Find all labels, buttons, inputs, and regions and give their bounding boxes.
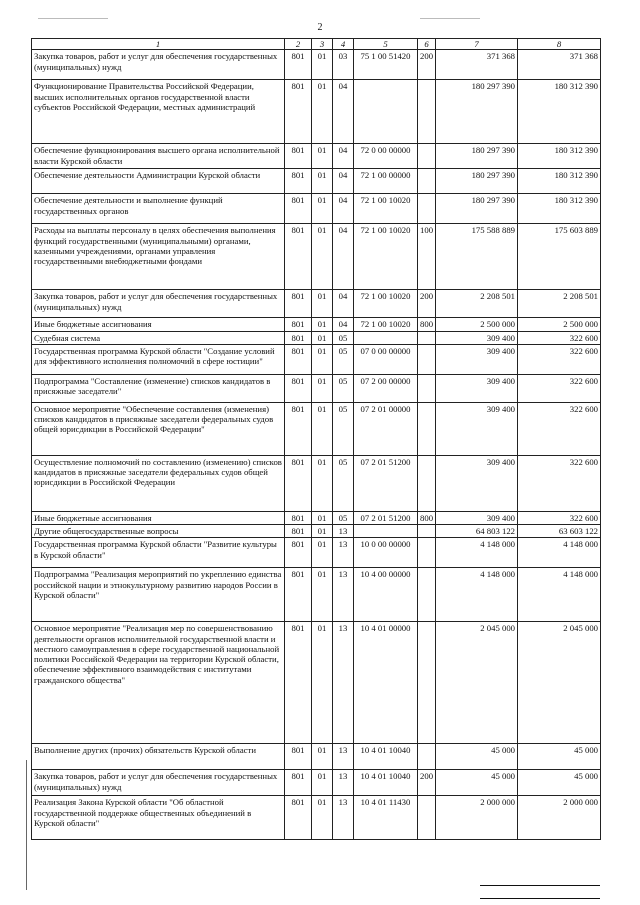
cell-amount-year1: 309 400 <box>436 331 518 344</box>
cell-name: Судебная система <box>32 331 285 344</box>
cell-amount-year1: 64 803 122 <box>436 525 518 538</box>
cell-section-code: 01 <box>312 402 333 455</box>
cell-expense-type: 200 <box>418 50 436 80</box>
cell-ministry-code: 801 <box>285 374 312 402</box>
cell-amount-year2: 2 208 501 <box>518 290 601 318</box>
cell-section-code: 01 <box>312 344 333 374</box>
cell-name: Основное мероприятие "Реализация мер по совершенствованию деятельности органов исполнительной государственной власти и местного самоуправления в сфере государственной национальной политики Российской Федерации на территории Курской области, обеспечение эффективного взаимодействия с институтами гражданского общества" <box>32 622 285 744</box>
cell-subsection-code: 04 <box>333 194 354 224</box>
cell-section-code: 01 <box>312 744 333 770</box>
cell-target-article <box>354 525 418 538</box>
cell-expense-type: 800 <box>418 318 436 331</box>
table-row <box>32 290 601 318</box>
cell-amount-year1: 2 000 000 <box>436 796 518 840</box>
cell-section-code: 01 <box>312 538 333 568</box>
cell-subsection-code: 05 <box>333 344 354 374</box>
table-row <box>32 374 601 402</box>
cell-amount-year1: 45 000 <box>436 770 518 796</box>
cell-ministry-code: 801 <box>285 568 312 622</box>
cell-amount-year2: 322 600 <box>518 455 601 511</box>
table-row <box>32 525 601 538</box>
cell-target-article: 72 1 00 00000 <box>354 169 418 194</box>
cell-target-article: 72 1 00 10020 <box>354 290 418 318</box>
cell-ministry-code: 801 <box>285 194 312 224</box>
cell-amount-year1: 180 297 390 <box>436 144 518 169</box>
cell-section-code: 01 <box>312 290 333 318</box>
cell-ministry-code: 801 <box>285 169 312 194</box>
cell-ministry-code: 801 <box>285 331 312 344</box>
footer-rule <box>480 885 600 886</box>
cell-ministry-code: 801 <box>285 290 312 318</box>
cell-name: Функционирование Правительства Российской Федерации, высших исполнительных органов государственной власти субъектов Российской Федерации, местных администраций <box>32 80 285 144</box>
cell-amount-year1: 175 588 889 <box>436 224 518 290</box>
page-number: 2 <box>317 22 323 33</box>
cell-expense-type <box>418 402 436 455</box>
cell-name: Осуществление полномочий по составлению (изменению) списков кандидатов в присяжные заседатели федеральных судов общей юрисдикции в Российской Федерации <box>32 455 285 511</box>
table-row <box>32 50 601 80</box>
cell-target-article: 07 2 00 00000 <box>354 374 418 402</box>
cell-target-article: 10 4 00 00000 <box>354 568 418 622</box>
cell-ministry-code: 801 <box>285 80 312 144</box>
cell-name: Выполнение других (прочих) обязательств Курской области <box>32 744 285 770</box>
cell-expense-type: 100 <box>418 224 436 290</box>
cell-target-article: 75 1 00 51420 <box>354 50 418 80</box>
table-row <box>32 455 601 511</box>
cell-amount-year1: 4 148 000 <box>436 568 518 622</box>
cell-expense-type <box>418 622 436 744</box>
cell-ministry-code: 801 <box>285 622 312 744</box>
cell-section-code: 01 <box>312 455 333 511</box>
cell-ministry-code: 801 <box>285 770 312 796</box>
cell-amount-year2: 322 600 <box>518 331 601 344</box>
cell-amount-year2: 180 312 390 <box>518 169 601 194</box>
cell-subsection-code: 13 <box>333 568 354 622</box>
cell-subsection-code: 05 <box>333 455 354 511</box>
cell-amount-year2: 371 368 <box>518 50 601 80</box>
cell-amount-year2: 322 600 <box>518 344 601 374</box>
cell-amount-year2: 180 312 390 <box>518 80 601 144</box>
cell-name: Другие общегосударственные вопросы <box>32 525 285 538</box>
cell-expense-type <box>418 455 436 511</box>
cell-name: Подпрограмма "Реализация мероприятий по укреплению единства российской нации и этнокультурному развитию народов России в Курской области" <box>32 568 285 622</box>
cell-expense-type <box>418 374 436 402</box>
table-row <box>32 144 601 169</box>
table-row <box>32 318 601 331</box>
table-row <box>32 770 601 796</box>
cell-ministry-code: 801 <box>285 144 312 169</box>
cell-subsection-code: 05 <box>333 511 354 524</box>
cell-expense-type <box>418 568 436 622</box>
cell-section-code: 01 <box>312 568 333 622</box>
table-row <box>32 194 601 224</box>
cell-name: Обеспечение деятельности и выполнение функций государственных органов <box>32 194 285 224</box>
cell-name: Основное мероприятие "Обеспечение составления (изменения) списков кандидатов в присяжные заседатели федеральных судов общей юрисдикции в Российской Федерации" <box>32 402 285 455</box>
table-row <box>32 744 601 770</box>
table-row <box>32 80 601 144</box>
column-number: 6 <box>418 39 436 50</box>
cell-section-code: 01 <box>312 331 333 344</box>
cell-name: Иные бюджетные ассигнования <box>32 318 285 331</box>
cell-amount-year2: 322 600 <box>518 374 601 402</box>
cell-ministry-code: 801 <box>285 402 312 455</box>
column-number: 8 <box>518 39 601 50</box>
cell-target-article <box>354 80 418 144</box>
cell-ministry-code: 801 <box>285 744 312 770</box>
table-row <box>32 224 601 290</box>
table-row <box>32 511 601 524</box>
cell-expense-type <box>418 525 436 538</box>
cell-name: Подпрограмма "Составление (изменение) списков кандидатов в присяжные заседатели" <box>32 374 285 402</box>
margin-rule <box>26 760 27 890</box>
cell-amount-year2: 180 312 390 <box>518 144 601 169</box>
column-number: 5 <box>354 39 418 50</box>
cell-ministry-code: 801 <box>285 224 312 290</box>
cell-amount-year1: 45 000 <box>436 744 518 770</box>
cell-name: Расходы на выплаты персоналу в целях обеспечения выполнения функций государственными (муниципальными) органами, казенными учреждениями, органами управления государственными внебюджетными фондами <box>32 224 285 290</box>
cell-name: Реализация Закона Курской области "Об областной государственной поддержке общественных объединений в Курской области" <box>32 796 285 840</box>
column-number: 7 <box>436 39 518 50</box>
table-row <box>32 622 601 744</box>
cell-ministry-code: 801 <box>285 538 312 568</box>
cell-target-article: 72 1 00 10020 <box>354 224 418 290</box>
cell-target-article: 07 2 01 51200 <box>354 455 418 511</box>
table-row <box>32 568 601 622</box>
cell-target-article: 10 0 00 00000 <box>354 538 418 568</box>
cell-name: Обеспечение функционирования высшего органа исполнительной власти Курской области <box>32 144 285 169</box>
cell-amount-year1: 309 400 <box>436 374 518 402</box>
cell-name: Закупка товаров, работ и услуг для обеспечения государственных (муниципальных) нужд <box>32 770 285 796</box>
cell-subsection-code: 04 <box>333 224 354 290</box>
cell-target-article: 10 4 01 10040 <box>354 770 418 796</box>
cell-expense-type: 800 <box>418 511 436 524</box>
cell-name: Государственная программа Курской области "Развитие культуры в Курской области" <box>32 538 285 568</box>
cell-subsection-code: 03 <box>333 50 354 80</box>
cell-subsection-code: 05 <box>333 402 354 455</box>
cell-name: Иные бюджетные ассигнования <box>32 511 285 524</box>
cell-section-code: 01 <box>312 224 333 290</box>
cell-section-code: 01 <box>312 50 333 80</box>
cell-target-article: 10 4 01 11430 <box>354 796 418 840</box>
table-row <box>32 344 601 374</box>
cell-amount-year1: 309 400 <box>436 344 518 374</box>
cell-target-article: 72 1 00 10020 <box>354 194 418 224</box>
cell-ministry-code: 801 <box>285 511 312 524</box>
cell-amount-year2: 175 603 889 <box>518 224 601 290</box>
scan-mark <box>420 18 480 19</box>
cell-expense-type <box>418 744 436 770</box>
cell-subsection-code: 04 <box>333 144 354 169</box>
table-row <box>32 538 601 568</box>
cell-expense-type <box>418 194 436 224</box>
cell-ministry-code: 801 <box>285 344 312 374</box>
cell-expense-type <box>418 331 436 344</box>
cell-expense-type <box>418 796 436 840</box>
cell-amount-year2: 45 000 <box>518 770 601 796</box>
cell-section-code: 01 <box>312 622 333 744</box>
cell-ministry-code: 801 <box>285 525 312 538</box>
cell-subsection-code: 13 <box>333 770 354 796</box>
cell-ministry-code: 801 <box>285 50 312 80</box>
cell-expense-type <box>418 538 436 568</box>
cell-expense-type <box>418 344 436 374</box>
column-number: 4 <box>333 39 354 50</box>
cell-subsection-code: 13 <box>333 538 354 568</box>
cell-target-article: 10 4 01 10040 <box>354 744 418 770</box>
cell-target-article <box>354 331 418 344</box>
cell-subsection-code: 13 <box>333 525 354 538</box>
cell-amount-year2: 63 603 122 <box>518 525 601 538</box>
cell-target-article: 10 4 01 00000 <box>354 622 418 744</box>
cell-target-article: 07 2 01 00000 <box>354 402 418 455</box>
cell-ministry-code: 801 <box>285 318 312 331</box>
table-row <box>32 331 601 344</box>
column-number-row <box>32 39 601 50</box>
cell-amount-year1: 309 400 <box>436 402 518 455</box>
cell-amount-year2: 180 312 390 <box>518 194 601 224</box>
cell-subsection-code: 05 <box>333 374 354 402</box>
cell-amount-year1: 371 368 <box>436 50 518 80</box>
cell-expense-type <box>418 80 436 144</box>
cell-section-code: 01 <box>312 169 333 194</box>
cell-amount-year1: 180 297 390 <box>436 194 518 224</box>
cell-ministry-code: 801 <box>285 796 312 840</box>
cell-target-article: 07 2 01 51200 <box>354 511 418 524</box>
cell-amount-year1: 309 400 <box>436 511 518 524</box>
cell-amount-year2: 2 045 000 <box>518 622 601 744</box>
cell-subsection-code: 13 <box>333 622 354 744</box>
cell-name: Закупка товаров, работ и услуг для обеспечения государственных (муниципальных) нужд <box>32 50 285 80</box>
cell-section-code: 01 <box>312 374 333 402</box>
cell-expense-type <box>418 144 436 169</box>
cell-amount-year2: 2 500 000 <box>518 318 601 331</box>
table-row <box>32 402 601 455</box>
column-number: 3 <box>312 39 333 50</box>
cell-subsection-code: 04 <box>333 169 354 194</box>
cell-section-code: 01 <box>312 194 333 224</box>
cell-amount-year2: 2 000 000 <box>518 796 601 840</box>
cell-section-code: 01 <box>312 144 333 169</box>
cell-amount-year1: 309 400 <box>436 455 518 511</box>
cell-subsection-code: 04 <box>333 290 354 318</box>
cell-target-article: 07 0 00 00000 <box>354 344 418 374</box>
cell-expense-type: 200 <box>418 770 436 796</box>
budget-table <box>31 38 601 840</box>
column-number: 1 <box>32 39 285 50</box>
cell-expense-type <box>418 169 436 194</box>
cell-amount-year1: 4 148 000 <box>436 538 518 568</box>
cell-amount-year1: 2 500 000 <box>436 318 518 331</box>
cell-subsection-code: 05 <box>333 331 354 344</box>
cell-amount-year2: 4 148 000 <box>518 568 601 622</box>
cell-expense-type: 200 <box>418 290 436 318</box>
cell-amount-year1: 2 045 000 <box>436 622 518 744</box>
table-row <box>32 169 601 194</box>
cell-name: Закупка товаров, работ и услуг для обеспечения государственных (муниципальных) нужд <box>32 290 285 318</box>
cell-subsection-code: 13 <box>333 744 354 770</box>
cell-ministry-code: 801 <box>285 455 312 511</box>
cell-name: Государственная программа Курской области "Создание условий для эффективного исполнения полномочий в сфере юстиции" <box>32 344 285 374</box>
cell-section-code: 01 <box>312 511 333 524</box>
cell-target-article: 72 0 00 00000 <box>354 144 418 169</box>
cell-amount-year1: 180 297 390 <box>436 80 518 144</box>
cell-amount-year1: 180 297 390 <box>436 169 518 194</box>
cell-section-code: 01 <box>312 770 333 796</box>
cell-section-code: 01 <box>312 796 333 840</box>
table-row <box>32 796 601 840</box>
cell-amount-year2: 322 600 <box>518 511 601 524</box>
cell-amount-year2: 322 600 <box>518 402 601 455</box>
cell-amount-year2: 45 000 <box>518 744 601 770</box>
cell-amount-year1: 2 208 501 <box>436 290 518 318</box>
cell-subsection-code: 04 <box>333 318 354 331</box>
cell-section-code: 01 <box>312 525 333 538</box>
cell-name: Обеспечение деятельности Администрации Курской области <box>32 169 285 194</box>
cell-section-code: 01 <box>312 80 333 144</box>
cell-target-article: 72 1 00 10020 <box>354 318 418 331</box>
cell-section-code: 01 <box>312 318 333 331</box>
footer-rule <box>480 898 600 899</box>
scan-mark <box>38 18 108 19</box>
cell-subsection-code: 13 <box>333 796 354 840</box>
column-number: 2 <box>285 39 312 50</box>
cell-subsection-code: 04 <box>333 80 354 144</box>
cell-amount-year2: 4 148 000 <box>518 538 601 568</box>
